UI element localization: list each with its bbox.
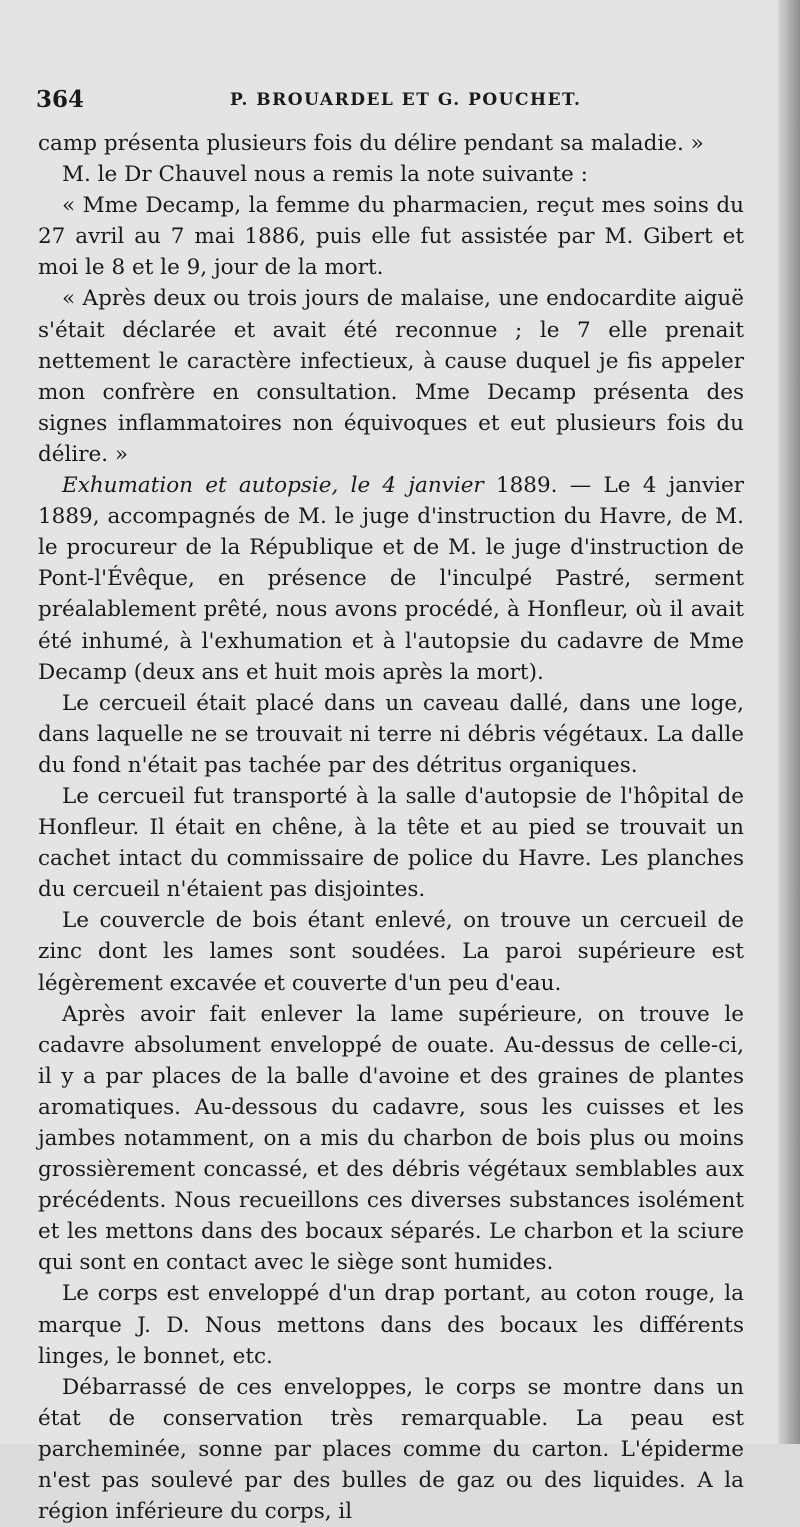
paragraph: camp présenta plusieurs fois du délire pendant sa maladie. »	[38, 131, 704, 156]
paragraph: Après avoir fait enlever la lame supérieure, on trouve le cadavre absolument enveloppé de ouate. Au-dessus de celle-ci, il y a par places de la balle d'avoine et des graines de plantes aromatiques. Au-dessous du cadavre, sous les cuisses et les jambes notamment, on a mis du charbon de bois plus ou moins grossièrement concassé, et des débris végétaux semblables aux précédents. Nous recueillons ces diverses substances isolément et les mettons dans des bocaux séparés. Le charbon et la sciure qui sont en contact avec le siège sont humides.	[38, 1001, 744, 1276]
paragraph: Le cercueil était placé dans un caveau dallé, dans une loge, dans laquelle ne se trouvait ni terre ni débris végétaux. La dalle du fond n'était pas tachée par des détritus organiques.	[38, 690, 744, 778]
page-number: 364	[36, 86, 85, 113]
paragraph: Le corps est enveloppé d'un drap portant, au coton rouge, la marque J. D. Nous mettons dans des bocaux les différents linges, le bonnet, etc.	[38, 1281, 744, 1369]
paragraph: M. le Dr Chauvel nous a remis la note suivante :	[62, 162, 588, 188]
paragraph: Le couvercle de bois étant enlevé, on trouve un cercueil de zinc dont les lames sont soudées. La paroi supérieure est légèrement excavée et couverte d'un peu d'eau.	[38, 908, 744, 996]
page-header	[36, 86, 756, 116]
paragraph: Débarrassé de ces enveloppes, le corps se montre dans un état de conservation très remarquable. La peau est parcheminée, sonne par places comme du carton. L'épiderme n'est pas soulevé par des bulles de gaz ou des liquides. A la région inférieure du corps, il	[38, 1374, 744, 1525]
section-heading: Exhumation et autopsie, le 4 janvier	[62, 473, 484, 499]
paragraph: « Mme Decamp, la femme du pharmacien, reçut mes soins du 27 avril au 7 mai 1886, puis elle fut assistée par M. Gibert et moi le 8 et le 9, jour de la mort.	[38, 193, 744, 281]
paragraph: Le cercueil fut transporté à la salle d'autopsie de l'hôpital de Honfleur. Il était en chêne, à la tête et au pied se trouvait un cachet intact du commissaire de police du Havre. Les planches du cercueil n'étaient pas disjointes.	[38, 783, 744, 903]
section-paragraph	[38, 470, 744, 688]
section-heading-year: 1889.	[483, 473, 558, 499]
body-text	[38, 128, 744, 1527]
paragraph: « Après deux ou trois jours de malaise, une endocardite aiguë s'était déclarée et avait été reconnue ; le 7 elle prenait nettement le caractère infectieux, à cause duquel je fis appeler mon confrère en consultation. Mme Decamp présenta des signes inflammatoires non équivoques et eut plusieurs fois du délire. »	[38, 286, 744, 467]
section-text: — Le 4 janvier 1889, accompagnés de M. le juge d'instruction du Havre, de M. le procureur de la République et de M. le juge d'instruction de Pont-l'Évêque, en présence de l'inculpé Pastré, serment préalablement prêté, nous avons procédé, à Honfleur, où il avait été inhumé, à l'exhumation et à l'autopsie du cadavre de Mme Decamp (deux ans et huit mois après la mort).	[38, 473, 744, 685]
running-head: P. BROUARDEL ET G. POUCHET.	[230, 90, 582, 110]
page-spine-shadow	[778, 0, 800, 1444]
